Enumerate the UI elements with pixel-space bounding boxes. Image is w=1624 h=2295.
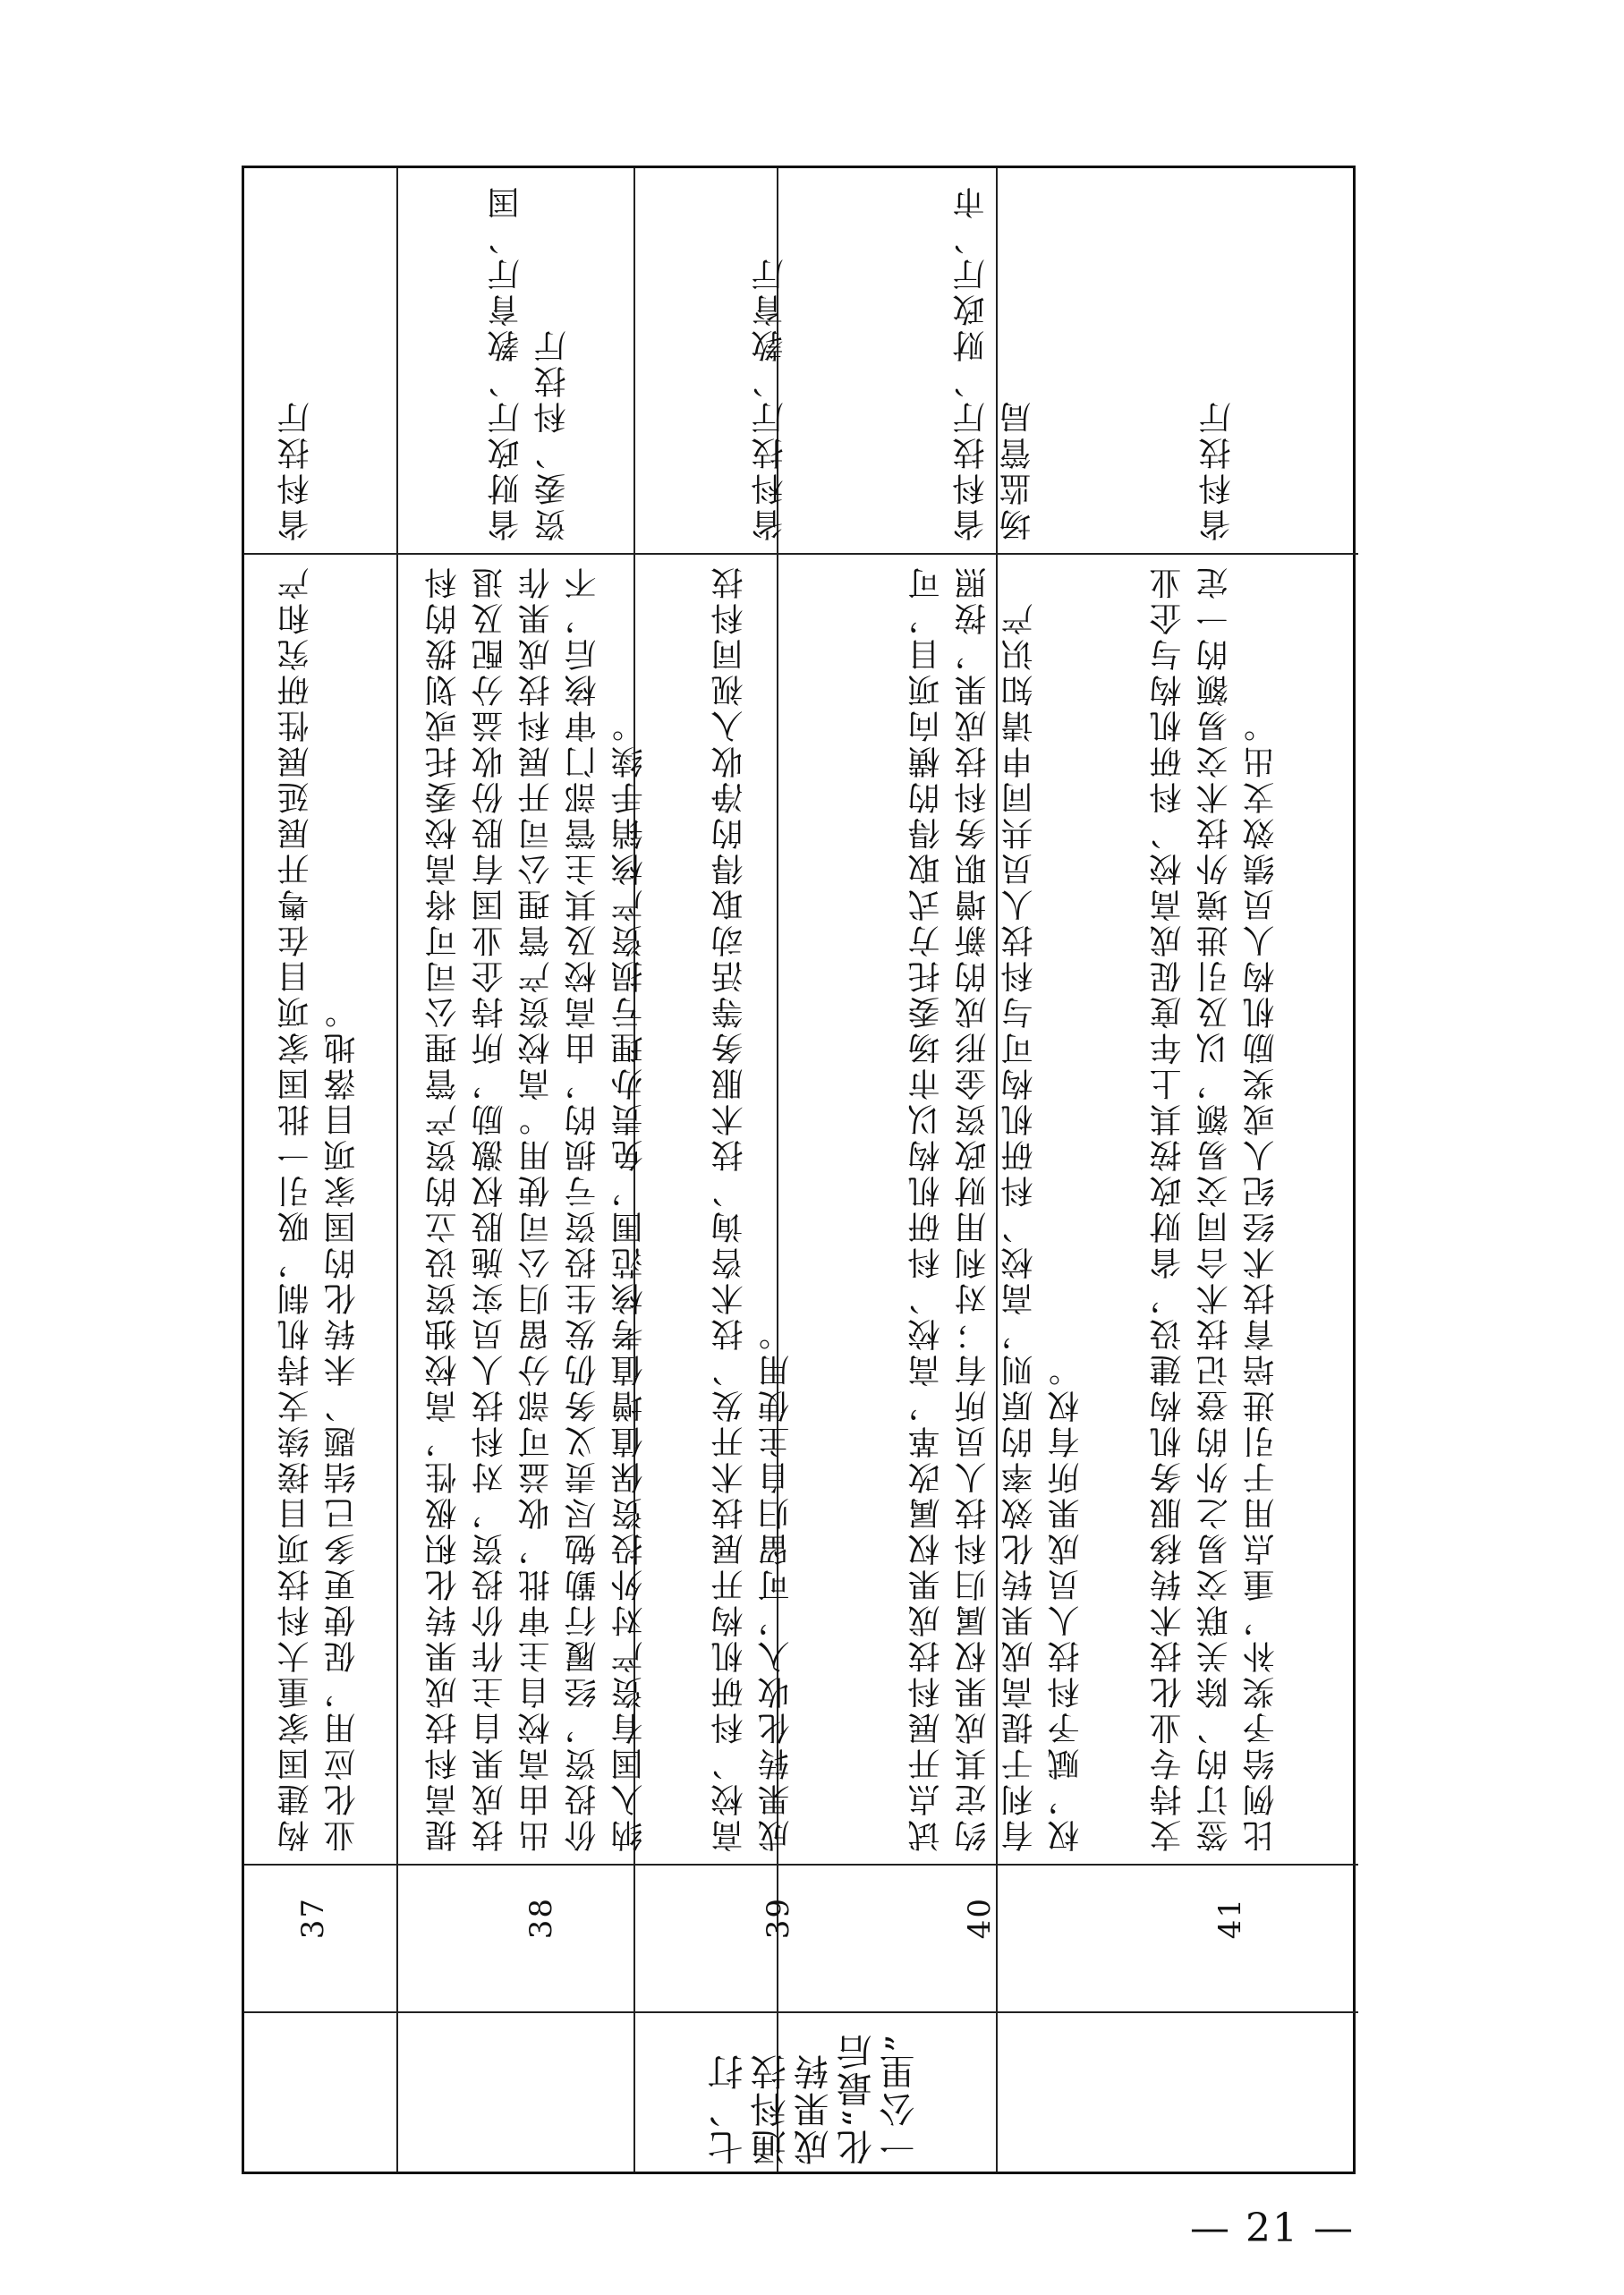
row-41-content: 支持专业化技术转移服务机构建设，省财政按其上年度促成高校、科研机构与企业签订的、除关联交易之外的登记技术合同交易额，以及引进境外技术交易额的一定比例给予奖补，重点用于引进培育技术经纪人或奖励机构人员绩效支出。 bbox=[1150, 564, 1280, 1852]
column-divider bbox=[244, 2011, 1358, 2013]
row-37-content: 构建国家重大科技项目接续支持机制，吸引一批国家项目在粤开展延展性研究和产业化应用，促使更多已结题、未转化的国家项目落地。 bbox=[277, 564, 361, 1852]
row-40-number: 40 bbox=[962, 1897, 998, 1940]
row-39-number: 39 bbox=[761, 1897, 796, 1940]
column-divider bbox=[244, 1864, 1358, 1866]
row-divider bbox=[396, 168, 398, 2172]
row-37-department: 省科技厅 bbox=[277, 398, 314, 541]
row-39-content: 高校、科研机构开展技术开发、技术咨询、技术服务等活动取得的净收入视同科技成果转化收入，可留归自主使用。 bbox=[711, 564, 795, 1852]
category-label: 七、打通科技成果转化“最后一公里” bbox=[708, 2032, 921, 2165]
row-38-number: 38 bbox=[523, 1897, 559, 1940]
row-40-content: 试点开展科技成果权属改革，高校、科研机构以市场委托方式取得的横向项目，可约定其成果权属归科技人员所有；对利用财政资金形成的新增职务科技成果，按照有利于提高成果转化效率的原则，高校、科研机构可与科技人员共同申请知识产权，赋予科技人员成果所有权。 bbox=[908, 564, 1084, 1852]
row-40-department: 省科技厅、财政厅、市场监管局 bbox=[953, 183, 1036, 541]
page-number: — 21 — bbox=[1190, 2206, 1355, 2251]
row-37-number: 37 bbox=[295, 1897, 331, 1940]
row-41-number: 41 bbox=[1212, 1897, 1248, 1940]
row-38-content: 提高科技成果转化积极性，高校独资设立的资产管理公司可将高校委托或划拨的科技成果自主作价投资，对科技人员实施股权激励，所持企业国有股份收益分配及退出由高校自主审批，收益可部分留归公司使用。高校资产管理公司开展科技成果作价投资，经履行勤勉尽责义务仍发生投资亏损的，由高校及其主管部门审核后，不纳入国有资产对外投资保值增值考核范围，免责办理亏损资产核销手续。 bbox=[425, 564, 648, 1852]
row-38-department: 省财政厅、教育厅、国资委、科技厅 bbox=[488, 183, 571, 541]
row-41-department: 省科技厅 bbox=[1199, 398, 1236, 541]
row-39-department: 省科技厅、教育厅 bbox=[752, 255, 788, 541]
